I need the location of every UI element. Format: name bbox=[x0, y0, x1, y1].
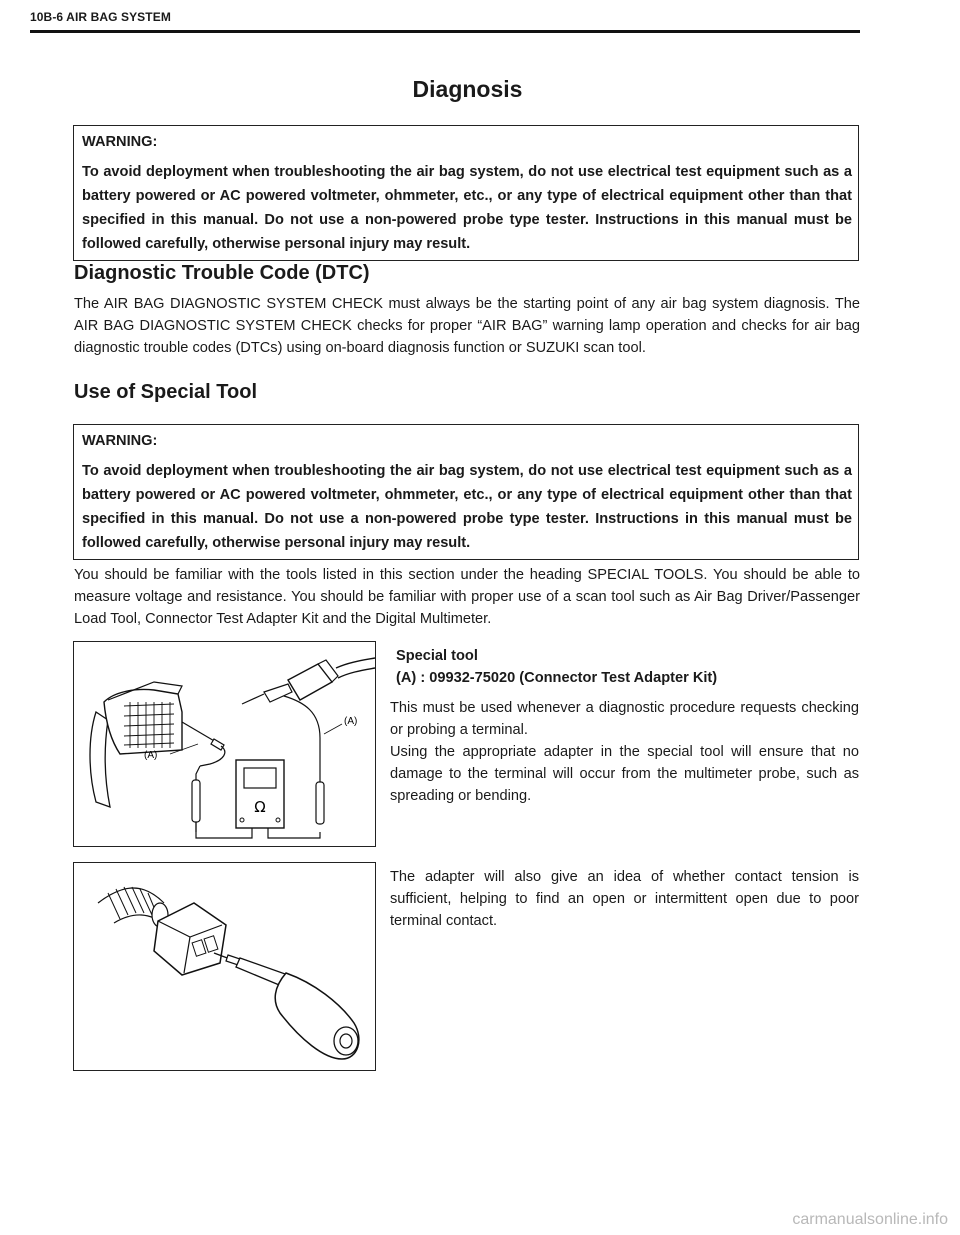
special-tool-intro: You should be familiar with the tools listed in this section under the heading SPECIAL TOOLS. You should be able to measure voltage and resistance. You should be familiar with proper use of a scan tool such as Air Bag Driver/Passenger Load Tool, Connector Test Adapter Kit and the Digital Multimeter. bbox=[74, 567, 860, 627]
page-header: 10B-6 AIR BAG SYSTEM bbox=[30, 10, 171, 24]
harness-lower bbox=[338, 668, 375, 678]
callout-line-right bbox=[324, 724, 342, 734]
special-tool-description bbox=[390, 645, 859, 807]
ohm-symbol: Ω bbox=[254, 798, 266, 816]
probe-socket bbox=[340, 1034, 352, 1048]
figure-connector-test-adapter bbox=[73, 641, 376, 847]
adapter-sleeve-left bbox=[211, 739, 224, 750]
usage-paragraph-3: The adapter will also give an idea of whether contact tension is sufficient, helping to find an open or intermittent open due to poor terminal contact. bbox=[390, 869, 859, 929]
connector-test-diagram bbox=[74, 642, 375, 846]
callout-a-left: (A) bbox=[144, 750, 158, 761]
harness-outline-top bbox=[98, 888, 164, 903]
harness-upper bbox=[336, 658, 375, 668]
mating-connector bbox=[288, 664, 332, 700]
adapter-description bbox=[390, 866, 859, 932]
warning-text: To avoid deployment when troubleshooting the air bag system, do not use electrical test equipment such as a battery powered or AC powered voltmeter, ohmmeter, etc., or any type of electrical equipment other than that specified in this manual. Do not use a non-powered probe type tester. Instructions in this manual must be followed carefully, otherwise personal injury may result. bbox=[82, 164, 852, 252]
dtc-paragraph: The AIR BAG DIAGNOSTIC SYSTEM CHECK must always be the starting point of any air bag system diagnosis. The AIR BAG DIAGNOSTIC SYSTEM CHECK checks for proper “AIR BAG” warning lamp operation and checks for air bag diagnostic trouble codes (DTCs) using on-board diagnosis function or SUZUKI scan tool. bbox=[74, 296, 860, 356]
probe-right bbox=[316, 782, 324, 824]
callout-a-right: (A) bbox=[344, 716, 358, 727]
usage-paragraph-1: This must be used whenever a diagnostic procedure requests checking or probing a terminal. bbox=[390, 700, 859, 738]
warning-label-2: WARNING: bbox=[82, 433, 158, 449]
figure-probe-in-connector bbox=[73, 862, 376, 1071]
page-title: Diagnosis bbox=[412, 76, 523, 102]
dtc-heading: Diagnostic Trouble Code (DTC) bbox=[74, 262, 370, 284]
special-tool-heading: Use of Special Tool bbox=[74, 381, 257, 403]
header-rule bbox=[30, 30, 860, 33]
adapter-right bbox=[264, 684, 292, 702]
watermark: carmanualsonline.info bbox=[792, 1211, 948, 1228]
multimeter-display bbox=[244, 768, 276, 788]
warning-text-2: To avoid deployment when troubleshooting the air bag system, do not use electrical test equipment such as a battery powered or AC powered voltmeter, ohmmeter, etc., or any type of electrical equipment other than that specified in this manual. Do not use a non-powered probe type tester. Instructions in this manual must be followed carefully, otherwise personal injury may result. bbox=[82, 463, 852, 551]
warning-label: WARNING: bbox=[82, 134, 158, 150]
adapter-pin-left bbox=[182, 722, 216, 742]
hand-outline bbox=[90, 712, 110, 807]
usage-paragraph-2: Using the appropriate adapter in the special tool will ensure that no damage to the terminal will occur from the multimeter probe, such as spreading or bending. bbox=[390, 744, 859, 804]
special-tool-id: (A) : 09932-75020 (Connector Test Adapter Kit) bbox=[396, 670, 718, 686]
warning-box-2 bbox=[73, 424, 859, 560]
wire-meter-left bbox=[196, 828, 252, 838]
special-tool-label: Special tool bbox=[396, 648, 478, 664]
probe-diagram bbox=[74, 863, 375, 1070]
probe-left bbox=[192, 780, 200, 822]
warning-box-1 bbox=[73, 125, 859, 261]
wire-meter-right bbox=[268, 828, 320, 838]
